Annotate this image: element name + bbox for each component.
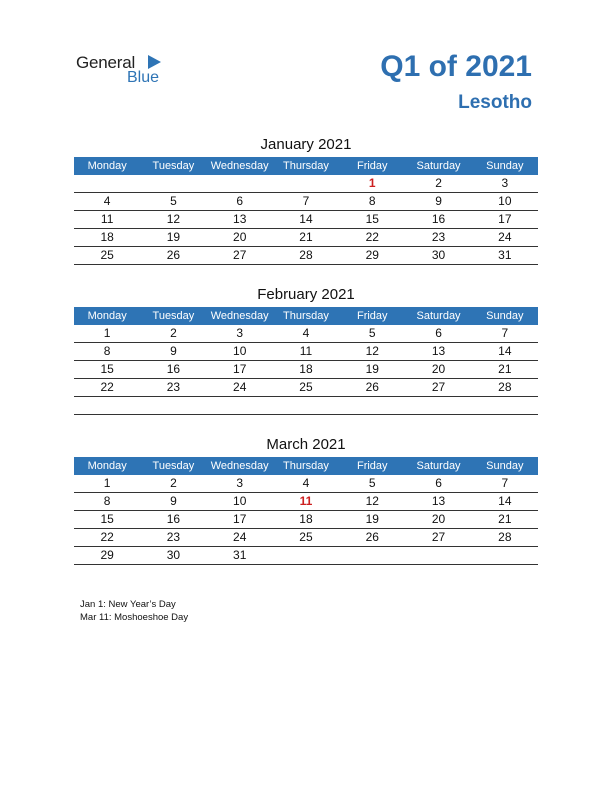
week-row bbox=[74, 325, 538, 343]
day-cell: 12 bbox=[365, 494, 379, 508]
day-cell bbox=[273, 547, 339, 564]
day-cell: 17 bbox=[498, 212, 512, 226]
week-row bbox=[74, 361, 538, 379]
day-cell: 15 bbox=[365, 212, 379, 226]
day-cell: 28 bbox=[299, 248, 313, 262]
weekday-label: Tuesday bbox=[152, 160, 195, 172]
week-row bbox=[74, 379, 538, 397]
day-cell: 5 bbox=[170, 194, 177, 208]
week-row bbox=[74, 229, 538, 247]
day-cell bbox=[207, 175, 273, 192]
month-title: March 2021 bbox=[266, 436, 346, 453]
day-cell: 30 bbox=[431, 248, 446, 262]
day-cell: 28 bbox=[498, 380, 512, 394]
day-cell: 13 bbox=[431, 344, 446, 358]
day-cell: 8 bbox=[368, 194, 376, 208]
week-row bbox=[74, 175, 538, 193]
day-cell: 9 bbox=[170, 344, 177, 358]
day-cell: 9 bbox=[170, 494, 177, 508]
week-row bbox=[74, 343, 538, 361]
day-cell: 21 bbox=[498, 512, 512, 526]
weekday-label: Wednesday bbox=[210, 160, 269, 172]
month-february bbox=[74, 285, 538, 415]
day-cell: 7 bbox=[501, 476, 509, 490]
weekday-label: Friday bbox=[356, 460, 388, 472]
day-cell: 31 bbox=[498, 248, 512, 262]
day-cell: 17 bbox=[233, 362, 247, 376]
day-cell: 20 bbox=[431, 362, 446, 376]
logo-general-text: General bbox=[76, 53, 136, 72]
day-cell: 24 bbox=[233, 530, 247, 544]
day-cell: 7 bbox=[302, 194, 310, 208]
day-cell: 27 bbox=[431, 530, 446, 544]
day-cell: 18 bbox=[299, 362, 313, 376]
day-cell: 16 bbox=[431, 212, 446, 226]
day-cell bbox=[405, 397, 471, 414]
day-cell: 24 bbox=[498, 230, 512, 244]
day-cell: 29 bbox=[100, 548, 114, 562]
weekday-label: Monday bbox=[87, 460, 127, 472]
day-cell bbox=[140, 175, 206, 192]
day-cell: 22 bbox=[100, 530, 114, 544]
month-grid bbox=[74, 325, 538, 415]
day-cell bbox=[74, 175, 140, 192]
weekday-label: Tuesday bbox=[152, 460, 195, 472]
weekday-label: Saturday bbox=[416, 310, 461, 322]
day-cell bbox=[140, 397, 206, 414]
logo-blue-text: Blue bbox=[127, 69, 160, 86]
weekday-header bbox=[74, 307, 538, 325]
day-cell: 21 bbox=[299, 230, 313, 244]
weekday-label: Monday bbox=[87, 160, 127, 172]
weekday-label: Saturday bbox=[416, 160, 461, 172]
day-cell: 8 bbox=[103, 494, 111, 508]
day-cell: 11 bbox=[299, 494, 313, 508]
day-cell: 14 bbox=[299, 212, 313, 226]
month-grid bbox=[74, 475, 538, 565]
day-cell: 1 bbox=[103, 476, 111, 490]
day-cell: 19 bbox=[166, 230, 181, 244]
day-cell: 5 bbox=[368, 476, 376, 490]
day-cell: 31 bbox=[233, 548, 247, 562]
day-cell: 1 bbox=[368, 176, 376, 190]
holiday-notes bbox=[80, 598, 188, 624]
weekday-header bbox=[74, 457, 538, 475]
day-cell: 11 bbox=[299, 344, 313, 358]
day-cell: 25 bbox=[100, 248, 114, 262]
day-cell: 8 bbox=[103, 344, 111, 358]
weekday-label: Thursday bbox=[283, 310, 329, 322]
day-cell: 15 bbox=[100, 512, 114, 526]
day-cell: 23 bbox=[431, 230, 446, 244]
day-cell: 2 bbox=[170, 476, 177, 490]
day-cell bbox=[273, 175, 339, 192]
day-cell: 25 bbox=[299, 380, 313, 394]
holiday-note: Mar 11: Moshoeshoe Day bbox=[80, 612, 189, 623]
day-cell: 5 bbox=[368, 326, 376, 340]
day-cell: 17 bbox=[233, 512, 247, 526]
day-cell: 24 bbox=[233, 380, 247, 394]
weekday-label: Monday bbox=[87, 310, 127, 322]
logo bbox=[76, 53, 176, 89]
weekday-label: Sunday bbox=[486, 310, 524, 322]
month-title: January 2021 bbox=[260, 136, 352, 153]
weekday-label: Friday bbox=[356, 310, 388, 322]
day-cell: 10 bbox=[498, 194, 512, 208]
day-cell: 19 bbox=[365, 362, 379, 376]
day-cell: 27 bbox=[233, 248, 247, 262]
day-cell: 3 bbox=[501, 176, 509, 190]
day-cell: 28 bbox=[498, 530, 512, 544]
week-row bbox=[74, 247, 538, 265]
day-cell: 4 bbox=[302, 476, 310, 490]
page-title: Q1 of 2021 bbox=[380, 50, 532, 83]
day-cell: 18 bbox=[100, 230, 114, 244]
day-cell: 20 bbox=[431, 512, 446, 526]
day-cell: 2 bbox=[435, 176, 442, 190]
day-cell bbox=[472, 397, 538, 414]
day-cell: 21 bbox=[498, 362, 512, 376]
month-grid bbox=[74, 175, 538, 265]
day-cell: 26 bbox=[365, 380, 379, 394]
day-cell bbox=[273, 397, 339, 414]
month-title: February 2021 bbox=[257, 286, 355, 303]
day-cell: 13 bbox=[233, 212, 247, 226]
week-row bbox=[74, 529, 538, 547]
day-cell: 7 bbox=[501, 326, 509, 340]
week-row bbox=[74, 193, 538, 211]
day-cell: 12 bbox=[166, 212, 181, 226]
day-cell: 29 bbox=[365, 248, 379, 262]
day-cell: 23 bbox=[166, 530, 181, 544]
day-cell: 25 bbox=[299, 530, 313, 544]
day-cell: 18 bbox=[299, 512, 313, 526]
day-cell: 27 bbox=[431, 380, 446, 394]
day-cell: 22 bbox=[365, 230, 379, 244]
day-cell: 11 bbox=[100, 212, 114, 226]
day-cell bbox=[405, 547, 471, 564]
month-march bbox=[74, 435, 538, 565]
day-cell: 2 bbox=[170, 326, 177, 340]
week-row bbox=[74, 211, 538, 229]
weekday-label: Sunday bbox=[486, 460, 524, 472]
day-cell: 22 bbox=[100, 380, 114, 394]
weekday-label: Wednesday bbox=[210, 310, 269, 322]
day-cell: 26 bbox=[166, 248, 181, 262]
day-cell: 3 bbox=[236, 476, 244, 490]
day-cell: 4 bbox=[302, 326, 310, 340]
country-name: Lesotho bbox=[458, 92, 532, 113]
day-cell bbox=[74, 397, 140, 414]
day-cell: 16 bbox=[166, 512, 181, 526]
week-row bbox=[74, 511, 538, 529]
weekday-label: Sunday bbox=[486, 160, 524, 172]
day-cell: 16 bbox=[166, 362, 181, 376]
week-row bbox=[74, 547, 538, 565]
day-cell bbox=[339, 397, 405, 414]
week-row bbox=[74, 397, 538, 415]
day-cell: 12 bbox=[365, 344, 379, 358]
weekday-label: Friday bbox=[356, 160, 388, 172]
day-cell bbox=[207, 397, 273, 414]
day-cell: 30 bbox=[166, 548, 181, 562]
day-cell: 15 bbox=[100, 362, 114, 376]
day-cell bbox=[472, 547, 538, 564]
day-cell: 10 bbox=[233, 494, 247, 508]
day-cell: 19 bbox=[365, 512, 379, 526]
day-cell: 4 bbox=[103, 194, 111, 208]
day-cell: 26 bbox=[365, 530, 379, 544]
day-cell: 23 bbox=[166, 380, 181, 394]
day-cell: 1 bbox=[103, 326, 111, 340]
weekday-label: Thursday bbox=[283, 160, 329, 172]
day-cell: 10 bbox=[233, 344, 247, 358]
day-cell: 6 bbox=[435, 326, 442, 340]
week-row bbox=[74, 493, 538, 511]
weekday-label: Tuesday bbox=[152, 310, 195, 322]
day-cell: 13 bbox=[431, 494, 446, 508]
day-cell: 6 bbox=[435, 476, 442, 490]
month-january bbox=[74, 135, 538, 265]
day-cell: 14 bbox=[498, 344, 512, 358]
day-cell: 6 bbox=[236, 194, 244, 208]
weekday-header bbox=[74, 157, 538, 175]
logo-flag-icon bbox=[148, 55, 161, 69]
holiday-note: Jan 1: New Year’s Day bbox=[80, 599, 176, 610]
day-cell: 3 bbox=[236, 326, 244, 340]
weekday-label: Thursday bbox=[283, 460, 329, 472]
week-row bbox=[74, 475, 538, 493]
day-cell: 20 bbox=[233, 230, 247, 244]
day-cell: 9 bbox=[435, 194, 442, 208]
day-cell bbox=[339, 547, 405, 564]
weekday-label: Wednesday bbox=[210, 460, 269, 472]
day-cell: 14 bbox=[498, 494, 512, 508]
weekday-label: Saturday bbox=[416, 460, 461, 472]
